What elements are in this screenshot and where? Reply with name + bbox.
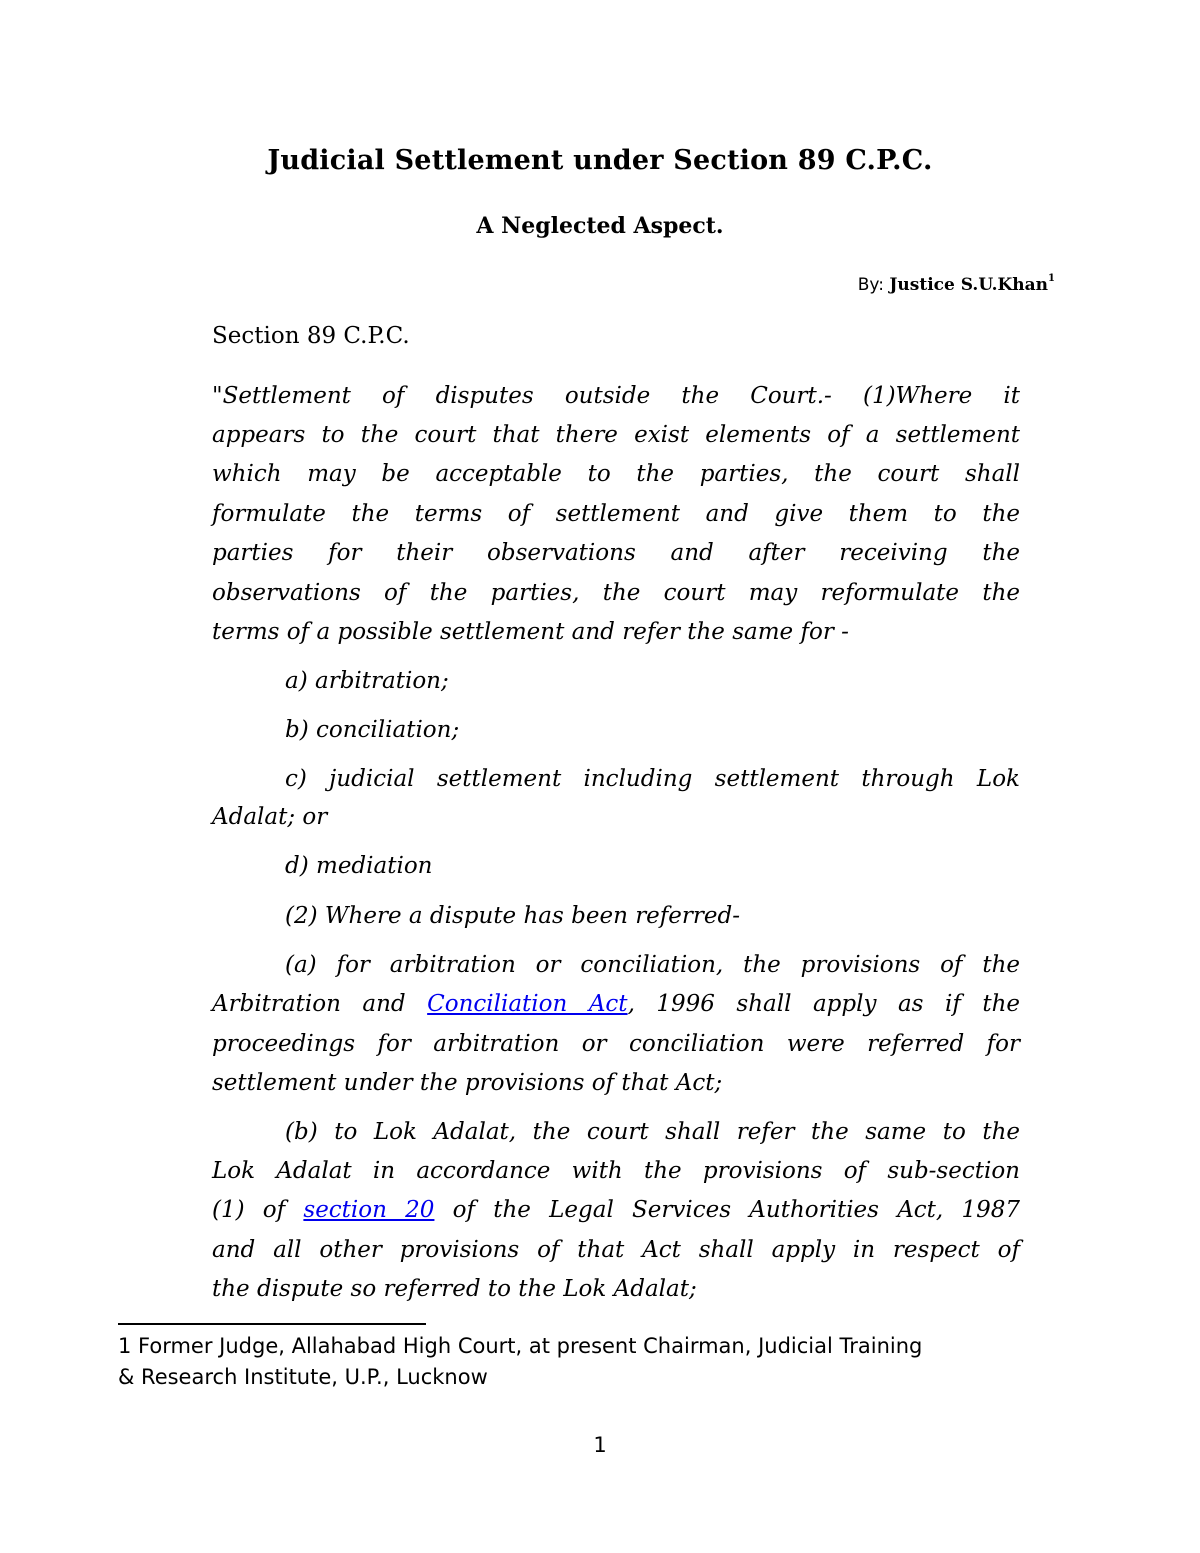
clause-2b-line: and all other provisions of that Act shall apply in respect of — [212, 1237, 1020, 1263]
byline — [858, 273, 1055, 295]
para1-line: formulate the terms of settlement and give them to the — [212, 501, 1020, 527]
list-item-c-continued: Adalat; or — [212, 804, 328, 830]
para1-line: which may be acceptable to the parties, the court shall — [212, 461, 1020, 487]
document-subtitle: A Neglected Aspect. — [476, 213, 724, 239]
list-item-d: d) mediation — [285, 853, 433, 879]
clause-2a-line: proceedings for arbitration or conciliation were referred for — [212, 1031, 1020, 1057]
page-number: 1 — [593, 1433, 607, 1457]
list-item-b: b) conciliation; — [285, 717, 460, 743]
clause-2b-text: of the Legal Services Authorities Act, 1987 — [434, 1197, 1020, 1223]
clause-2b-line: Lok Adalat in accordance with the provisions of sub-section — [212, 1158, 1020, 1184]
section-heading: Section 89 C.P.C. — [212, 323, 410, 349]
clause-2a-line — [212, 991, 1020, 1017]
para1-line: parties for their observations and after receiving the — [212, 540, 1020, 566]
clause-2a-line: settlement under the provisions of that Act; — [212, 1070, 723, 1096]
para1-line: "Settlement of disputes outside the Court.- (1)Where it — [212, 383, 1020, 409]
section-20-link[interactable]: section 20 — [303, 1197, 435, 1223]
byline-author: Justice S.U.Khan — [889, 275, 1049, 295]
conciliation-act-link[interactable]: Conciliation Act — [427, 991, 628, 1017]
clause-2b-line: (b) to Lok Adalat, the court shall refer the same to the — [285, 1119, 1020, 1145]
clause-2a-text: , 1996 shall apply as if the — [627, 991, 1020, 1017]
clause-2b-line — [212, 1197, 1020, 1223]
footnote-line: & Research Institute, U.P., Lucknow — [118, 1365, 488, 1389]
list-item-c: c) judicial settlement including settlement through Lok — [285, 766, 1020, 792]
byline-prefix: By: — [857, 275, 884, 295]
para1-line: observations of the parties, the court may reformulate the — [212, 580, 1020, 606]
clause-2b-text: (1) of — [212, 1197, 304, 1223]
clause-2b-line: the dispute so referred to the Lok Adalat; — [212, 1276, 697, 1302]
subsection-2-heading: (2) Where a dispute has been referred- — [285, 903, 741, 929]
footnote-reference[interactable]: 1 — [1048, 273, 1055, 284]
list-item-a: a) arbitration; — [285, 668, 449, 694]
clause-2a-text: Arbitration and — [212, 991, 428, 1017]
clause-2a-line: (a) for arbitration or conciliation, the provisions of the — [285, 952, 1020, 978]
para1-line: terms of a possible settlement and refer the same for - — [212, 619, 849, 645]
para1-line: appears to the court that there exist elements of a settlement — [212, 422, 1020, 448]
footnote-line: 1 Former Judge, Allahabad High Court, at present Chairman, Judicial Training — [118, 1334, 923, 1358]
document-title: Judicial Settlement under Section 89 C.P.C. — [267, 145, 933, 176]
footnote-separator — [118, 1323, 426, 1325]
